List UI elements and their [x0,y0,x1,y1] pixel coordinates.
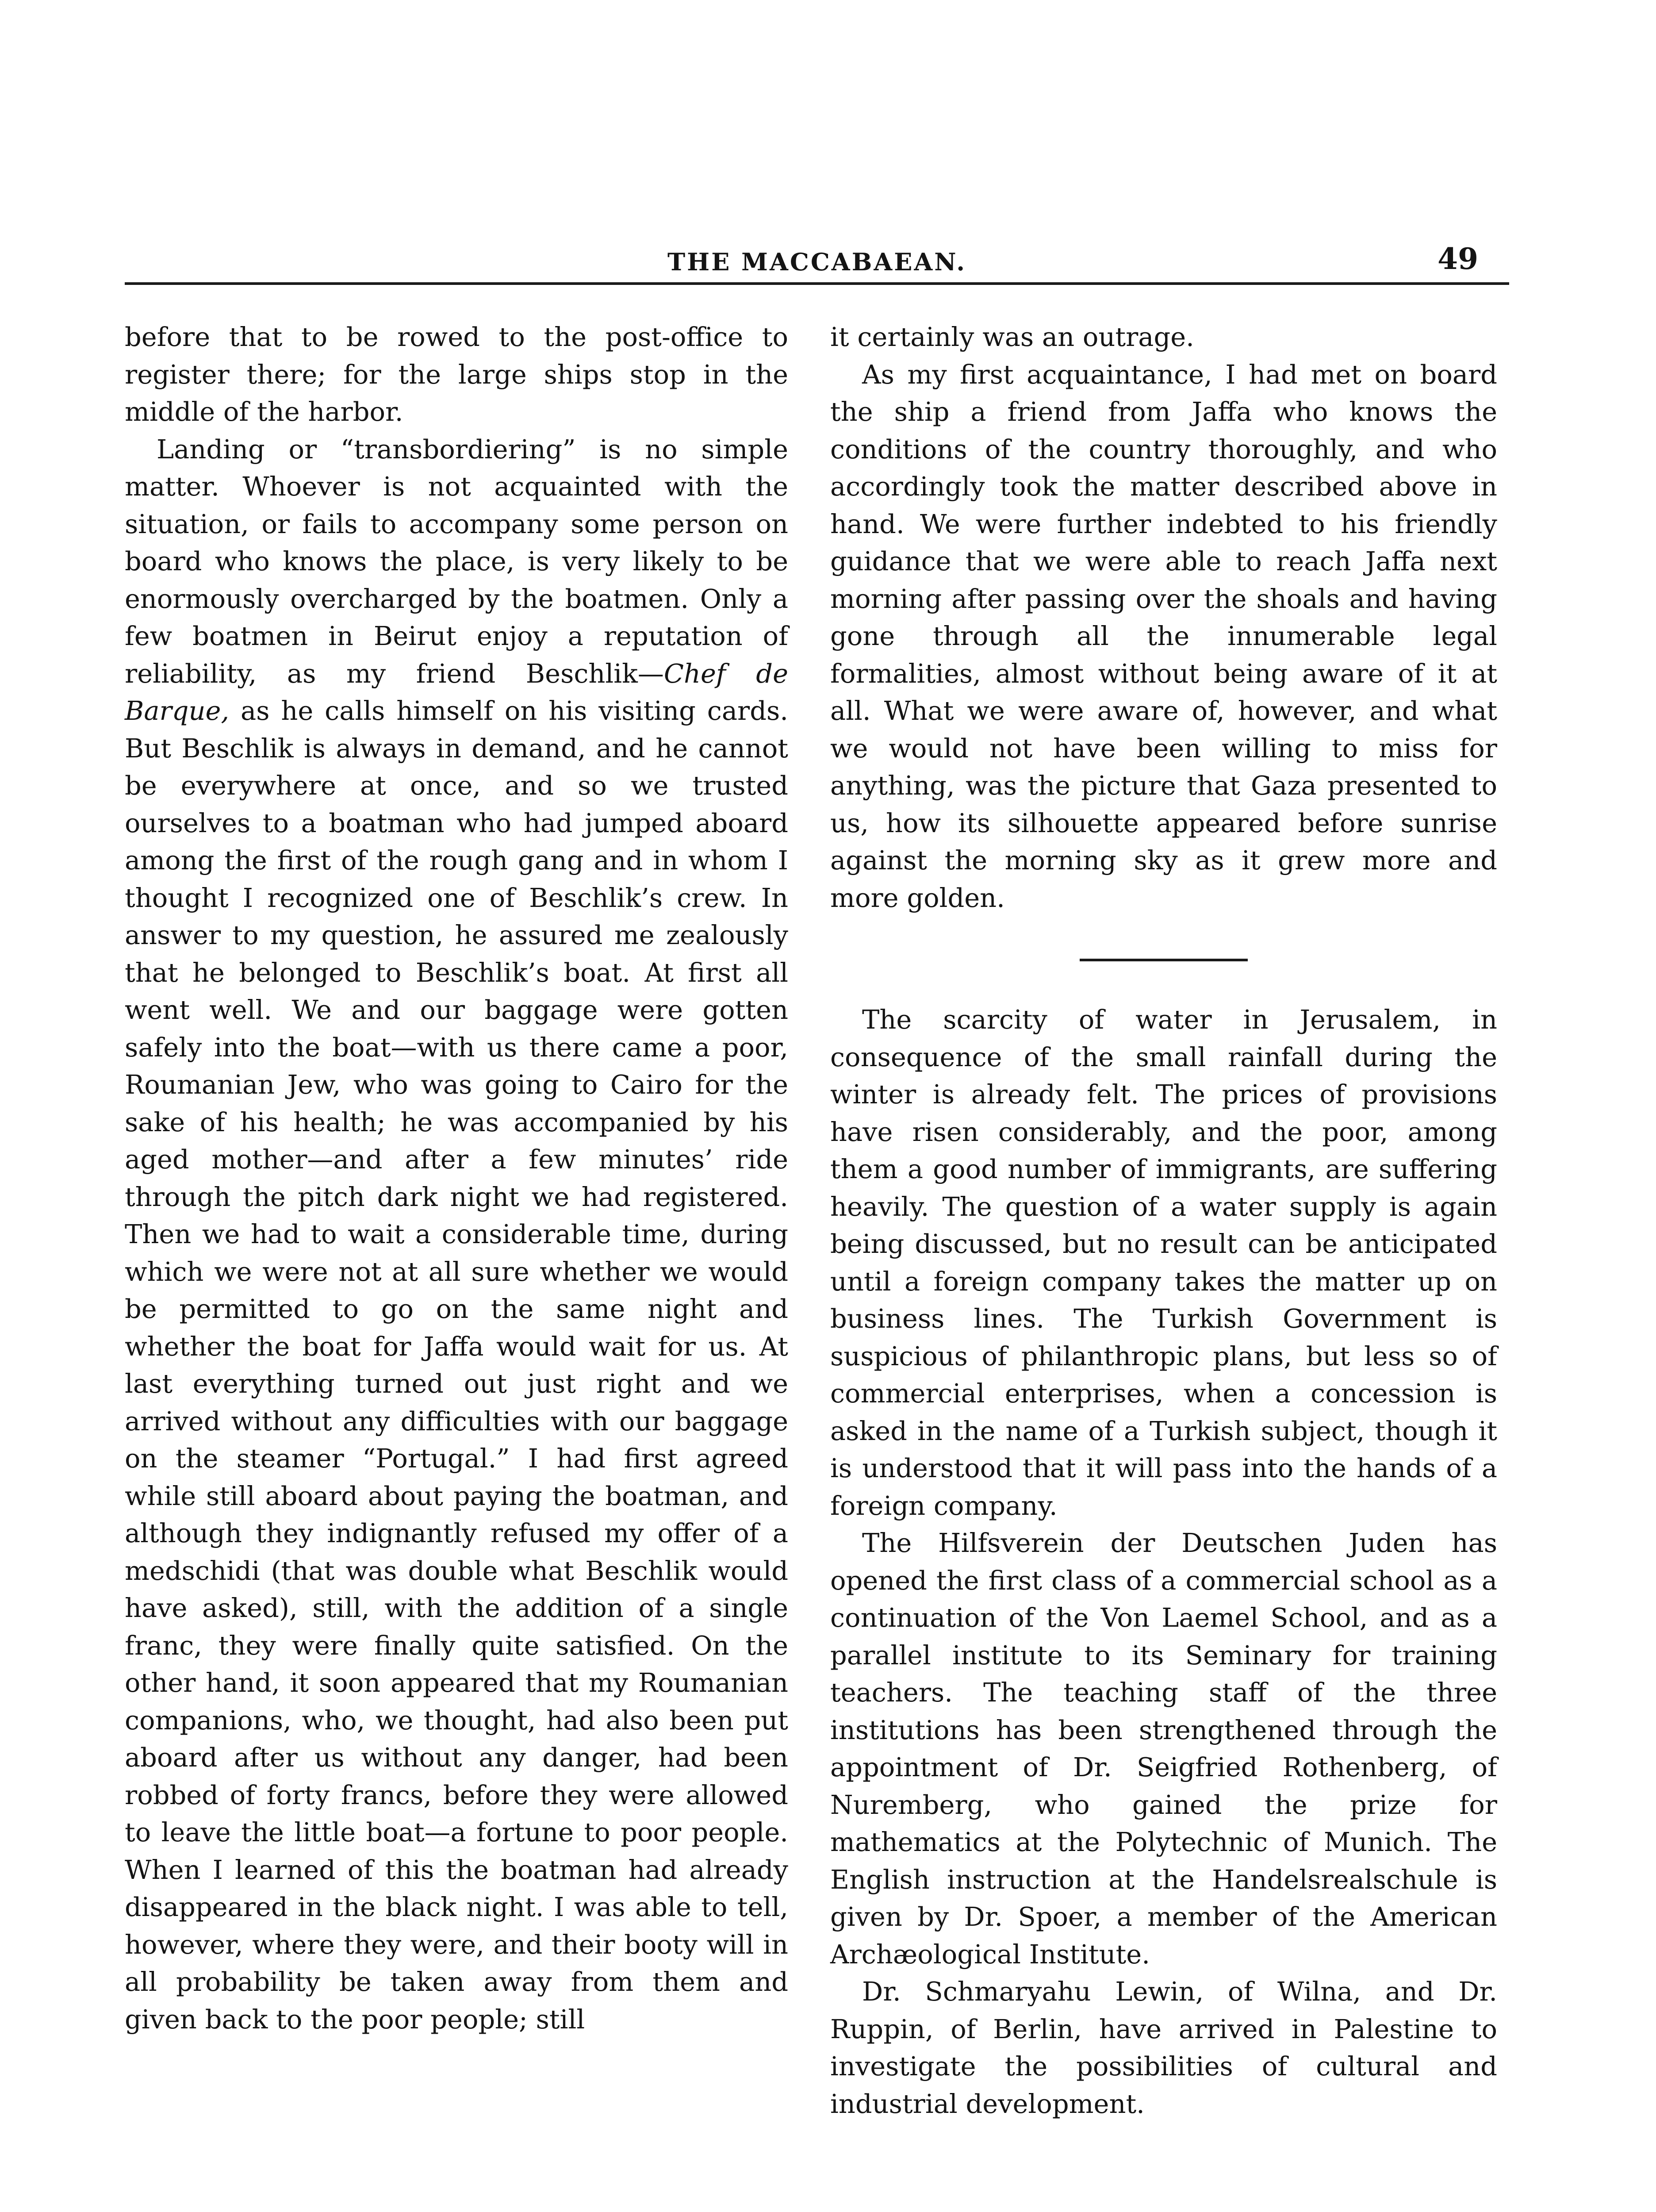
page-number: 49 [1438,242,1478,276]
left-column [125,319,788,2038]
paragraph: As my first acquaintance, I had met on board the ship a friend from Jaffa who knows the conditions of the country thoroughly, and who accordingly took the matter described above in hand. We were further indebted to his friendly guidance that we were able to reach Jaffa next morning after passing over the shoals and having gone through all the innumerable legal formalities, almost without being aware of it at all. What we were aware of, however, and what we would not have been willing to miss for anything, was the picture that Gaza presented to us, how its silhouette appeared before sunrise against the morning sky as it grew more and more golden. [830,359,1497,913]
paragraph [125,431,788,2039]
paragraph-text: Landing or “transbordiering” is no simple matter. Whoever is not acquainted with the situation, or fails to accompany some person on board who knows the place, is very likely to be enormously overcharged by the boatmen. Only a few boatmen in Beirut enjoy a reputation of reliability, as my friend Beschlik— [125,434,788,689]
paragraph: The Hilfsverein der Deutschen Juden has opened the first class of a commercial school as a continuation of the Von Laemel School, and as a parallel institute to its Seminary for training teachers. The teaching staff of the three institutions has been strengthened through the appointment of Dr. Seigfried Rothenberg, of Nuremberg, who gained the prize for mathematics at the Polytechnic of Munich. The English instruction at the Handelsrealschule is given by Dr. Spoer, a member of the American Archæological Institute. [830,1528,1497,1970]
paragraph: before that to be rowed to the post-office to register there; for the large ships stop in the middle of the harbor. [125,322,788,427]
paragraph: it certainly was an outrage. [830,322,1194,352]
running-title: THE MACCABAEAN. [667,248,966,276]
page-header [125,242,1509,283]
header-rule [125,282,1509,285]
section-divider [1080,959,1248,961]
paragraph: The scarcity of water in Jerusalem, in consequence of the small rainfall during the winter is already felt. The prices of provisions have risen considerably, and the poor, among them a good number of immigrants, are suffering heavily. The question of a water supply is again being discussed, but no result can be anticipated until a foreign company takes the matter up on business lines. The Turkish Government is suspicious of philanthropic plans, but less so of commercial enterprises, when a concession is asked in the name of a Turkish subject, though it is understood that it will pass into the hands of a foreign company. [830,1004,1497,1521]
paragraph-text: as he calls himself on his visiting cards. But Beschlik is always in demand, and he cannot be everywhere at once, and so we trusted ourselves to a boatman who had jumped aboard among the first of the rough gang and in whom I thought I recognized one of Beschlik’s crew. In answer to my question, he assured me zealously that he belonged to Beschlik’s boat. At first all went well. We and our baggage were gotten safely into the boat—with us there came a poor, Roumanian Jew, who was going to Cairo for the sake of his health; he was accompanied by his aged mother—and after a few minutes’ ride through the pitch dark night we had registered. Then we had to wait a considerable time, during which we were not at all sure whether we would be permitted to go on the same night and whether the boat for Jaffa would wait for us. At last everything turned out just right and we arrived without any difficulties with our baggage on the steamer “Portugal.” I had first agreed while still aboard about paying the boatman, and although they indignantly refused my offer of a medschidi (that was double what Beschlik would have asked), still, with the addition of a single franc, they were finally quite satisfied. On the other hand, it soon appeared that my Roumanian companions, who, we thought, had also been put aboard after us without any danger, had been robbed of forty francs, before they were allowed to leave the little boat—a fortune to poor people. When I learned of this the boatman had already disappeared in the black night. I was able to tell, however, where they were, and their booty will in all probability be taken away from them and given back to the poor people; still [125,695,788,2035]
italic-text: Chef de Barque, [125,658,788,726]
right-column [830,319,1497,2123]
paragraph: Dr. Schmaryahu Lewin, of Wilna, and Dr. Ruppin, of Berlin, have arrived in Palestine to investigate the possibilities of cultural and industrial development. [830,1976,1497,2119]
